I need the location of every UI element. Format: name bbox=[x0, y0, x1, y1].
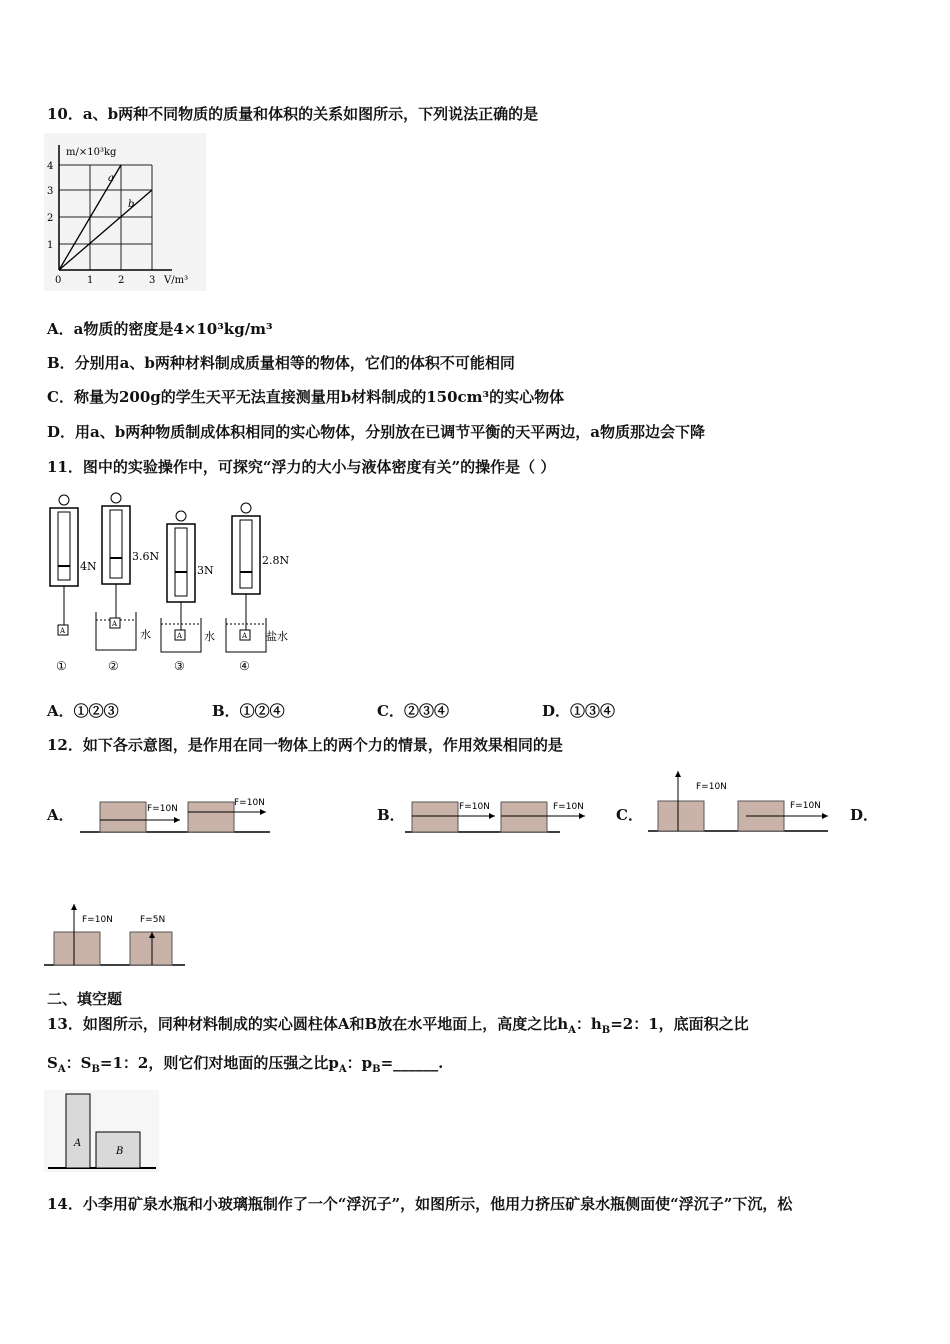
reading-2: 3.6N bbox=[132, 550, 160, 563]
line-a-label: a bbox=[108, 173, 114, 184]
svg-text:F=10N: F=10N bbox=[553, 802, 584, 812]
number-4: ④ bbox=[239, 659, 250, 673]
liquid-2: 水 bbox=[140, 628, 151, 641]
block-label-4: A bbox=[242, 632, 248, 640]
q10-option-a: A．a物质的密度是4×10³kg/m³ bbox=[47, 320, 273, 338]
q12-diagram-b bbox=[405, 790, 605, 840]
line-b-label: b bbox=[128, 199, 135, 210]
q12-label-a: A． bbox=[47, 806, 74, 824]
svg-text:F=5N: F=5N bbox=[140, 915, 166, 925]
y-tick-3: 3 bbox=[47, 186, 54, 197]
spring-scale-1 bbox=[50, 495, 97, 673]
block-label-3: A bbox=[177, 632, 183, 640]
y-tick-1: 1 bbox=[47, 240, 54, 251]
block-label-2: A bbox=[112, 620, 118, 628]
svg-text:F=10N: F=10N bbox=[147, 804, 178, 814]
spring-scale-2 bbox=[96, 493, 159, 673]
y-tick-2: 2 bbox=[47, 213, 54, 224]
svg-text:F=10N: F=10N bbox=[696, 782, 727, 792]
x-axis-label: V/m³ bbox=[164, 275, 189, 286]
reading-1: 4N bbox=[80, 560, 97, 573]
q10-option-d: D．用a、b两种物质制成体积相同的实心物体，分别放在已调节平衡的天平两边，a物质那边会下降 bbox=[47, 423, 705, 441]
q11-option-b: B．①②④ bbox=[212, 702, 285, 720]
cylinder-a-label: A bbox=[74, 1138, 82, 1149]
q12-diagram-d bbox=[44, 898, 189, 970]
reading-4: 2.8N bbox=[262, 554, 290, 567]
number-3: ③ bbox=[174, 659, 185, 673]
q11-option-d: D．①③④ bbox=[542, 702, 616, 720]
q13-line-2: $S_A$：$S_B=1$：2，则它们对地面的压强之比$p_A$：$p_B=\_\_\_\_\_\_$. bbox=[47, 1054, 444, 1075]
q12-label-d: D． bbox=[850, 806, 879, 824]
section-2-heading: 二、填空题 bbox=[47, 990, 123, 1008]
q11-option-a: A．①②③ bbox=[47, 702, 119, 720]
q14-stem: 14．小李用矿泉水瓶和小玻璃瓶制作了一个“浮沉子”，如图所示，他用力挤压矿泉水瓶侧面使“浮沉子”下沉，松 bbox=[47, 1195, 793, 1213]
q12-label-b: B． bbox=[377, 806, 405, 824]
svg-text:F=10N: F=10N bbox=[234, 798, 265, 808]
spring-scale-3 bbox=[161, 511, 215, 673]
q12-diagram-c bbox=[648, 765, 833, 840]
y-tick-4: 4 bbox=[47, 161, 54, 172]
svg-text:F=10N: F=10N bbox=[459, 802, 490, 812]
q13-cylinders-figure bbox=[44, 1090, 159, 1172]
svg-text:F=10N: F=10N bbox=[82, 915, 113, 925]
number-2: ② bbox=[108, 659, 119, 673]
x-tick-1: 1 bbox=[87, 275, 94, 286]
svg-text:F=10N: F=10N bbox=[790, 801, 821, 811]
spring-scale-4 bbox=[226, 503, 289, 673]
q12-label-c: C． bbox=[616, 806, 643, 824]
q10-mass-volume-graph bbox=[44, 133, 206, 291]
liquid-3: 水 bbox=[204, 630, 215, 643]
q12-stem: 12．如下各示意图，是作用在同一物体上的两个力的情景，作用效果相同的是 bbox=[47, 736, 563, 754]
x-tick-3: 3 bbox=[149, 275, 156, 286]
x-tick-0: 0 bbox=[55, 275, 62, 286]
block-label-1: A bbox=[60, 627, 66, 635]
q11-stem: 11．图中的实验操作中，可探究“浮力的大小与液体密度有关”的操作是（ ） bbox=[47, 458, 556, 476]
liquid-4: 盐水 bbox=[266, 630, 288, 643]
q11-spring-scale-figure bbox=[44, 490, 294, 678]
y-axis-label: m/×10³kg bbox=[66, 147, 117, 158]
reading-3: 3N bbox=[197, 564, 214, 577]
q13-line-1: 13．如图所示，同种材料制成的实心圆柱体A和B放在水平地面上，高度之比$h_A$：$h_B=2$：1，底面积之比 bbox=[47, 1015, 749, 1036]
q11-option-c: C．②③④ bbox=[377, 702, 449, 720]
cylinder-b-label: B bbox=[116, 1146, 124, 1157]
x-tick-2: 2 bbox=[118, 275, 125, 286]
number-1: ① bbox=[56, 659, 67, 673]
q10-stem: 10．a、b两种不同物质的质量和体积的关系如图所示，下列说法正确的是 bbox=[47, 105, 539, 123]
q12-diagram-a bbox=[80, 790, 275, 840]
q10-option-c: C．称量为200g的学生天平无法直接测量用b材料制成的150cm³的实心物体 bbox=[47, 388, 565, 406]
q10-option-b: B．分别用a、b两种材料制成质量相等的物体，它们的体积不可能相同 bbox=[47, 354, 515, 372]
